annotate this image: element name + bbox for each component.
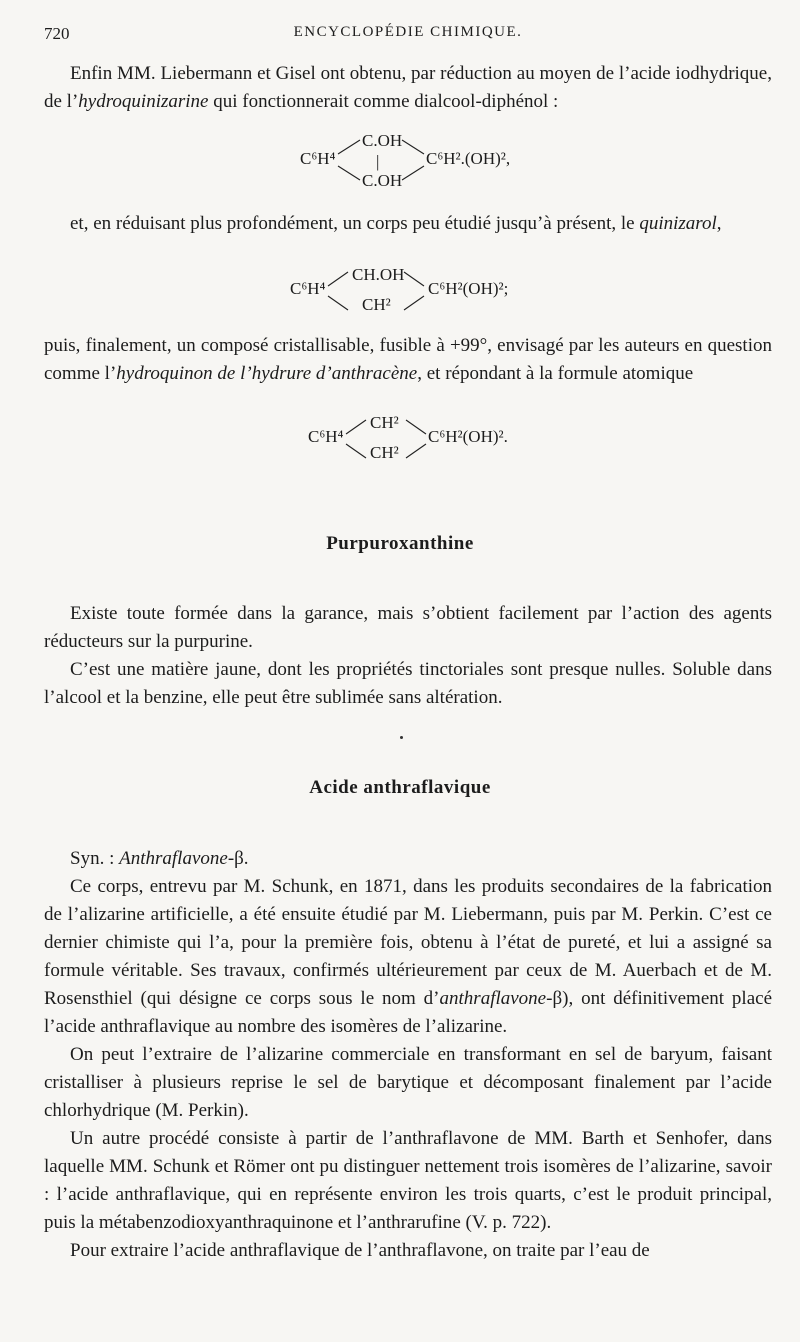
text: -β), ont définitivement placé l’acide anthraflavique au nombre des isomères de l’alizarine. xyxy=(44,988,773,1037)
text: Syn. : xyxy=(70,848,120,869)
section-heading-purpuroxanthine: Purpuroxanthine xyxy=(326,533,474,554)
formula-left: C⁶H⁴ xyxy=(290,279,326,298)
text: et, en réduisant plus profondément, un corps peu étudié jusqu’à présent, le xyxy=(70,213,640,234)
page-number: 720 xyxy=(44,24,70,43)
formula-left: C⁶H⁴ xyxy=(308,427,344,446)
formula-bottom: CH² xyxy=(370,443,399,462)
paragraph-procedure: Un autre procédé consiste à partir de l’anthraflavone de MM. Barth et Senhofer, dans laquelle MM. Schunk et Römer ont pu distinguer nettement trois isomères de l’alizarine, savoir : l’acide anthraflavique, qui en représente environ les trois quarts, c’est le produit principal, puis la métabenzodioxyanthraquinone et l’anthrarufine (V. p. 722). xyxy=(44,1128,772,1233)
paragraph-continued: Pour extraire l’acide anthraflavique de l’anthraflavone, on traite par l’eau de xyxy=(70,1240,650,1261)
formula-quinizarol xyxy=(290,262,560,323)
paragraph-origin: Existe toute formée dans la garance, mais s’obtient facilement par l’action des agents réducteurs sur la purpurine. xyxy=(44,603,772,652)
italic-term: Anthraflavone xyxy=(119,848,228,869)
formula-hydroquinon xyxy=(308,410,568,469)
formula-left: C⁶H⁴ xyxy=(300,149,336,168)
paragraph-properties: C’est une matière jaune, dont les propriétés tinctoriales sont presque nulles. Soluble dans l’alcool et la benzine, elle peut être sublimée sans altération. xyxy=(44,659,772,708)
italic-term: anthraflavone xyxy=(439,988,547,1009)
text: -β. xyxy=(227,848,249,869)
text: , et répondant à la formule atomique xyxy=(417,363,694,384)
italic-term: hydroquinizarine xyxy=(78,91,209,112)
text: qui fonctionnerait comme dialcool-diphénol : xyxy=(208,91,559,112)
print-speck xyxy=(400,736,403,739)
synonym-line xyxy=(44,845,772,873)
section-heading-acide-anthraflavique: Acide anthraflavique xyxy=(309,777,491,798)
formula-right: C⁶H².(OH)², xyxy=(426,149,511,168)
formula-top: CH.OH xyxy=(352,265,405,284)
italic-term: hydroquinon de l’hydrure d’anthracène xyxy=(116,363,418,384)
text: puis, finalement, un composé cristallisable, fusible à +99°, envisagé par les auteurs en question comme l’ xyxy=(44,335,772,384)
formula-right: C⁶H²(OH)². xyxy=(428,427,508,446)
paragraph-purpuroxanthine xyxy=(44,600,772,712)
paragraph-anthraflavique xyxy=(44,845,772,1265)
paragraph-extraction: On peut l’extraire de l’alizarine commerciale en transformant en sel de baryum, faisant cristalliser à plusieurs reprise le sel de barytique et décomposant finalement par l’acide chlorhydrique (M. Perkin). xyxy=(44,1044,772,1121)
paragraph-history xyxy=(44,873,772,1041)
paragraph-hydroquinizarine xyxy=(44,60,772,116)
formula-hydroquinizarine xyxy=(300,126,560,197)
formula-bottom: C.OH xyxy=(362,171,403,190)
running-header xyxy=(44,24,772,48)
text: Ce corps, entrevu par M. Schunk, en 1871, dans les produits secondaires de la fabrication de l’alizarine artificielle, a été ensuite étudié par M. Liebermann, puis par M. Perkin. C’est ce dernier chimiste qui l’a, pour la première fois, obtenu à l’état de pureté, et lui a assigné sa formule véritable. Ses travaux, confirmés ultérieurement par ceux de M. Auerbach et de M. Rosensthiel (qui désigne ce corps sous le nom d’ xyxy=(44,876,772,1009)
running-title: ENCYCLOPÉDIE CHIMIQUE. xyxy=(293,24,523,40)
formula-bond: | xyxy=(376,152,380,171)
italic-term: quinizarol xyxy=(639,213,717,234)
text: , xyxy=(716,213,722,234)
formula-right: C⁶H²(OH)²; xyxy=(428,279,509,298)
formula-top: CH² xyxy=(370,413,399,432)
paragraph-hydroquinon xyxy=(44,332,772,388)
formula-top: C.OH xyxy=(362,131,403,150)
paragraph-quinizarol xyxy=(44,210,772,238)
formula-bottom: CH² xyxy=(362,295,391,314)
text: Enfin MM. Liebermann et Gisel ont obtenu, par réduction au moyen de l’acide iodhydrique, de l’ xyxy=(44,63,772,112)
